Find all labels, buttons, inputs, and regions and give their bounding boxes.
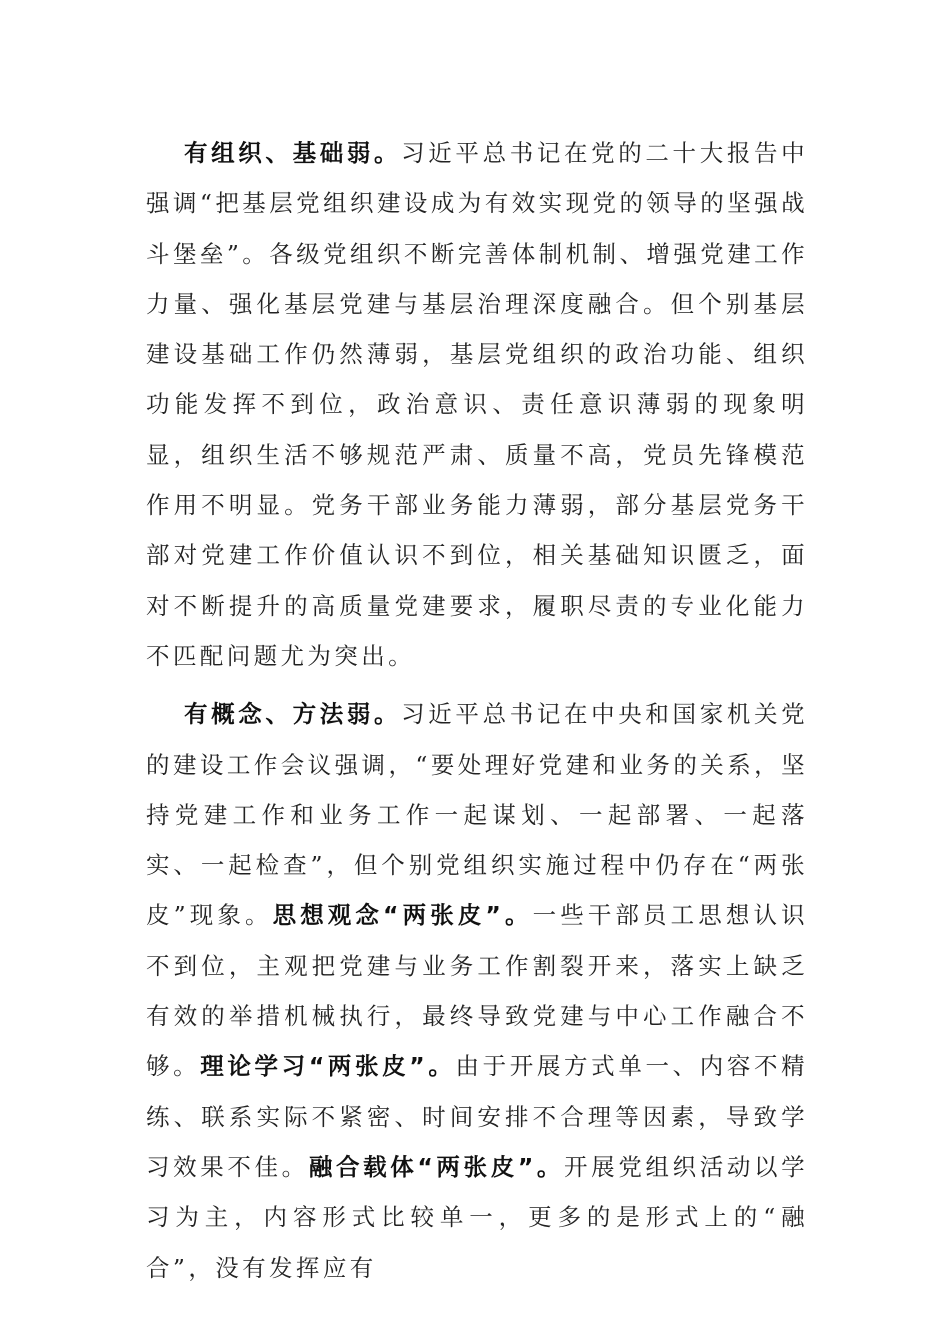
subheading-integration-carrier: 融合载体“两张皮”。 xyxy=(308,1152,565,1181)
paragraph-text: 习近平总书记在中央和国家机关党的建设工作会议强调，“要处理好党建和业务的关系，坚持党建工作和业务工作一起谋划、一起部署、一起落实、一起检查”，但个别党组织实施过程中仍存在“两张皮”现象。 xyxy=(146,700,809,930)
paragraph-text: 由于开展方式单一、内容不精练、联系实际不紧密、时间安排不合理等因素，导致学习效果不佳。 xyxy=(146,1052,809,1181)
paragraph-organization-foundation xyxy=(146,128,808,681)
paragraph-concept-method xyxy=(146,689,808,1293)
paragraph-text: 一些干部员工思想认识不到位，主观把党建与业务工作割裂开来，落实上缺乏有效的举措机械执行，最终导致党建与中心工作融合不够。 xyxy=(146,901,809,1081)
paragraph-text: 习近平总书记在党的二十大报告中强调“把基层党组织建设成为有效实现党的领导的坚强战斗堡垒”。各级党组织不断完善体制机制、增强党建工作力量、强化基层党建与基层治理深度融合。但个别基层建设基础工作仍然薄弱，基层党组织的政治功能、组织功能发挥不到位，政治意识、责任意识薄弱的现象明显，组织生活不够规范严肃、质量不高，党员先锋模范作用不明显。党务干部业务能力薄弱，部分基层党务干部对党建工作价值认识不到位，相关基础知识匮乏，面对不断提升的高质量党建要求，履职尽责的专业化能力不匹配问题尤为突出。 xyxy=(146,139,809,670)
subheading-ideology: 思想观念“两张皮”。 xyxy=(272,901,533,930)
paragraph-heading: 有概念、方法弱。 xyxy=(184,700,402,729)
subheading-theory-study: 理论学习“两张皮”。 xyxy=(200,1052,456,1081)
document-body xyxy=(146,128,808,1293)
paragraph-heading: 有组织、基础弱。 xyxy=(184,139,402,167)
paragraph-text: 开展党组织活动以学习为主，内容形式比较单一，更多的是形式上的“融合”，没有发挥应有 xyxy=(146,1152,809,1282)
